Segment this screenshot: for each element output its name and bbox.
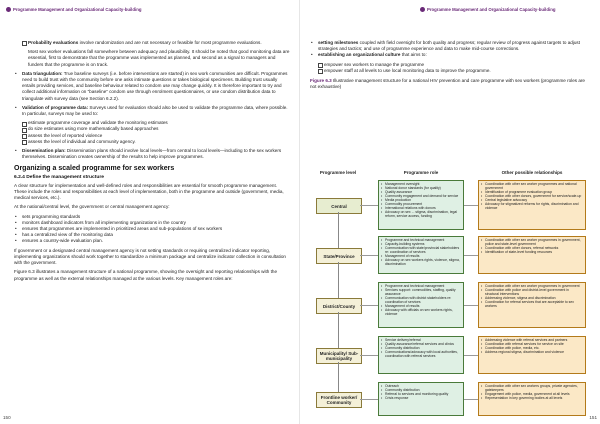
relationships-box bbox=[478, 382, 586, 416]
role-item: • Management oversight bbox=[381, 182, 461, 186]
relationship-item: • Representation in key governing bodies at all levels bbox=[481, 396, 583, 400]
relationship-item: • Coordination with referral services for service on site bbox=[481, 342, 583, 346]
role-item: • Capacity-building systems bbox=[381, 242, 461, 246]
relationship-item: • Identification of programme evaluation group bbox=[481, 190, 583, 194]
role-item: • Referral to services and monitoring quality bbox=[381, 392, 461, 396]
relationship-item: • Coordination with police, media, etc. bbox=[481, 346, 583, 350]
list-item: estimate programme coverage and validate the monitoring estimates bbox=[20, 120, 290, 126]
triangulation-item bbox=[14, 71, 290, 102]
hierarchy-connector bbox=[338, 212, 339, 248]
role-item: • Community distribution bbox=[381, 346, 461, 350]
subsection-heading: 6.2.4 Define the management structure bbox=[14, 174, 104, 180]
role-item: • Programme and technical management bbox=[381, 238, 461, 242]
relationships-box bbox=[478, 336, 586, 374]
list-item: do size estimates using more mathematically based approaches bbox=[20, 126, 290, 132]
definition: Dissemination plans should involve local levels—from central to local levels—including to the sex workers themselves. Dissemination creates ownership of the results to help improve programmes. bbox=[22, 148, 282, 160]
list-item: • monitors dashboard indicators from all implementing organizations in the country bbox=[14, 220, 290, 226]
relationship-item: • Coordination with other donors, referral networks bbox=[481, 246, 583, 250]
list-item: assess the level of reported violence bbox=[20, 133, 290, 139]
level-box: District/County bbox=[316, 298, 362, 314]
level-box: State/Province bbox=[316, 248, 362, 264]
role-item: • Communication with state/provincial stakeholders re: coordination of services bbox=[381, 246, 461, 254]
role-item: • Advocacy on sex ... stigma, discrimination, legal reform, service access, funding bbox=[381, 210, 461, 218]
relationship-item: • Addressing violence with referral services and partners bbox=[481, 338, 583, 342]
paragraph: At the national/central level, the government or central management agency: bbox=[14, 204, 170, 210]
role-item: • Advocacy with officials on sex workers rights, violence bbox=[381, 308, 461, 316]
roles-box bbox=[378, 282, 464, 328]
role-item: • Commodity procurement bbox=[381, 202, 461, 206]
org-culture-item bbox=[310, 52, 592, 58]
connector-line bbox=[360, 305, 378, 306]
connector-line bbox=[464, 205, 478, 206]
role-item: • Community engagement and demand for service bbox=[381, 194, 461, 198]
connector-line bbox=[464, 355, 478, 356]
relationship-item: • Coordination with police and district-level government in structural interventions bbox=[481, 288, 583, 296]
running-header-right bbox=[420, 7, 555, 12]
roles-box bbox=[378, 382, 464, 416]
connector-line bbox=[360, 355, 378, 356]
relationship-item: • Coordination with other sex workers groups, private agencies, gatekeepers bbox=[481, 384, 583, 392]
role-item: • Crisis response bbox=[381, 396, 461, 400]
roles-box bbox=[378, 236, 464, 274]
relationship-item: • Identification of state-level funding resources bbox=[481, 250, 583, 254]
term: Data triangulation: bbox=[22, 70, 63, 76]
hierarchy-connector bbox=[338, 362, 339, 392]
connector-line bbox=[464, 305, 478, 306]
relationship-item: • Address regional stigma, discrimination and violence bbox=[481, 350, 583, 354]
term: Validation of programme data: bbox=[22, 104, 89, 110]
relationship-item: • Coordination for referral services that are acceptable to sex workers bbox=[481, 300, 583, 308]
left-body bbox=[14, 40, 290, 285]
milestones-item bbox=[310, 40, 592, 52]
role-item: • Advocacy on sex workers rights, violence, stigma, discrimination bbox=[381, 258, 461, 266]
role-item: • Media production bbox=[381, 198, 461, 202]
section-heading: Organizing a scaled programme for sex workers bbox=[14, 165, 175, 173]
role-item: • Management of results bbox=[381, 254, 461, 258]
relationships-box bbox=[478, 236, 586, 274]
role-item: • Communication with district stakeholders re: coordination of services bbox=[381, 296, 461, 304]
level-box: Central bbox=[316, 198, 362, 214]
list-item: assess the level of individual and community agency. bbox=[20, 139, 290, 145]
definition: True baseline surveys (i.e. before interventions are started) in sex work communities are difficult. Programmes need to build trust with the community before one asks intimate questions or takes biological specimens. Building trust usually entails providing services, and baseline behaviour related to condom use may change quickly. It is therefore important to try and collect additional information on “baseline” condom use through enrolment questionnaires, or use condom distribution data to triangulate with survey data (see Section 6.2.2). bbox=[22, 70, 288, 101]
definition: that aims to: bbox=[400, 52, 427, 58]
role-item: • Quality assurance/referral services and clinics bbox=[381, 342, 461, 346]
header-bullet-icon bbox=[420, 7, 425, 12]
connector-line bbox=[360, 205, 378, 206]
role-item: • Outreach bbox=[381, 384, 461, 388]
level-box: Frontline worker/ Community bbox=[316, 392, 362, 408]
connector-line bbox=[464, 255, 478, 256]
role-item: • Management of results bbox=[381, 304, 461, 308]
definition: Surveys used for evaluation should also be used to validate the programme data, where possible. In particular, surveys may be used to: bbox=[22, 104, 288, 117]
list-item: • has a centralized view of the monitoring data bbox=[14, 232, 290, 238]
column-header-level: Programme level bbox=[319, 170, 357, 175]
role-item: • Service delivery/referral bbox=[381, 338, 461, 342]
role-item: • Quality assurance bbox=[381, 190, 461, 194]
roles-box bbox=[378, 180, 464, 230]
relationship-item: • Advocacy for stigmatized reforms for rights, discrimination and violence bbox=[481, 202, 583, 210]
paragraph: If government or a designated central management agency is not setting standards or requiring centralized indicator reporting, implementing organizations should work together to standardize a minimum package and centralize indicator collection in consultation with the government. bbox=[14, 247, 286, 266]
relationship-item: • Central legislative advocacy bbox=[481, 198, 583, 202]
role-item: • Community distribution bbox=[381, 388, 461, 392]
figure-caption-text: Illustrative management structure for a national HIV prevention and care programme with sex workers (programme roles are not exhaustive) bbox=[310, 78, 585, 89]
figure-caption bbox=[310, 78, 592, 90]
term: Probability evaluations bbox=[28, 40, 79, 45]
definition: coupled with field oversight for both quality and progress; regular review of progress against targets to adjust strategies and tactics; and use of programme experience and data to make mid-course corrections. bbox=[318, 40, 580, 52]
validation-item bbox=[14, 105, 290, 117]
paragraph: A clear structure for implementation and well-defined roles and responsibilities are essential for smooth programme management. These include the roles and responsibilities at each level of implementation, both in the programme and outside (government, media, medical services, etc.). bbox=[14, 182, 284, 201]
definition: involve randomization and are not necessary or feasible for most programme evaluations. bbox=[78, 40, 262, 45]
roles-box bbox=[378, 336, 464, 374]
relationships-box bbox=[478, 180, 586, 230]
page-number: 150 bbox=[3, 415, 11, 420]
relationship-item: • Coordination with other sex worker programmes and national government bbox=[481, 182, 583, 190]
term: establishing an organizational culture bbox=[318, 52, 401, 58]
relationship-item: • Coordination with other donors, government for service/scale-up bbox=[481, 194, 583, 198]
role-item: • Services support: commodities, staffing, quality assurance bbox=[381, 288, 461, 296]
connector-line bbox=[464, 399, 478, 400]
level-box: Municipality/ Sub-municipality bbox=[316, 348, 362, 364]
relationship-item: • Coordination with other sex worker programmes in government bbox=[481, 284, 583, 288]
running-header-left bbox=[6, 7, 141, 12]
role-item: • Communications/advocacy with local authorities, coordination with referral services bbox=[381, 350, 461, 358]
term: Dissemination plan: bbox=[22, 148, 66, 154]
relationships-box bbox=[478, 282, 586, 328]
list-item: • ensures that programmes are implemented in prioritized areas and sub-populations of sex workers bbox=[14, 226, 290, 232]
hierarchy-connector bbox=[338, 312, 339, 348]
relationship-item: • Coordination with other sex worker programmes in government, police and state-level government bbox=[481, 238, 583, 246]
figure-label: Figure 6.3 bbox=[310, 78, 332, 84]
list-item: • ensures a country-wide evaluation plan. bbox=[14, 238, 290, 244]
paragraph: Most sex worker evaluations fall somewhere between adequacy and plausibility. It should be noted that good monitoring data are essential, first to demonstrate that the programme was implemented as planned, and second as a signal to managers and funders that the programme is on track. bbox=[28, 49, 290, 67]
probability-item bbox=[20, 40, 290, 46]
header-title: Programme Management and Organizational Capacity-building bbox=[427, 7, 556, 12]
management-structure-figure bbox=[310, 170, 592, 416]
column-header-relationships: Other possible relationships bbox=[501, 170, 563, 175]
list-item: • sets programming standards bbox=[14, 214, 290, 220]
role-item: • National donor standards (for quality) bbox=[381, 186, 461, 190]
term: setting milestones bbox=[318, 40, 359, 45]
right-page bbox=[300, 0, 600, 424]
column-header-roles: Programme role bbox=[403, 170, 439, 175]
header-bullet-icon bbox=[6, 7, 11, 12]
connector-line bbox=[360, 255, 378, 256]
relationship-item: • Addressing violence, stigma and discrimination bbox=[481, 296, 583, 300]
page-number: 151 bbox=[589, 415, 597, 420]
role-item: • Programme and technical management bbox=[381, 284, 461, 288]
connector-line bbox=[360, 399, 378, 400]
paragraph: Figure 6.3 illustrates a management structure of a national programme, showing the oversight and reporting relationships with the programme as well as the external relationships managed at the various levels. Key management roles are: bbox=[14, 269, 278, 281]
list-item: empower staff at all levels to use local monitoring data to improve the programme. bbox=[316, 68, 592, 74]
hierarchy-connector bbox=[338, 262, 339, 298]
right-body bbox=[310, 40, 592, 90]
header-title: Programme Management and Organizational Capacity-building bbox=[13, 7, 142, 12]
list-item: empower sex workers to manage the programme bbox=[316, 62, 592, 68]
relationship-item: • Engagement with police, media, government at all levels bbox=[481, 392, 583, 396]
dissemination-item bbox=[14, 148, 290, 160]
role-item: • International relations with donors bbox=[381, 206, 461, 210]
